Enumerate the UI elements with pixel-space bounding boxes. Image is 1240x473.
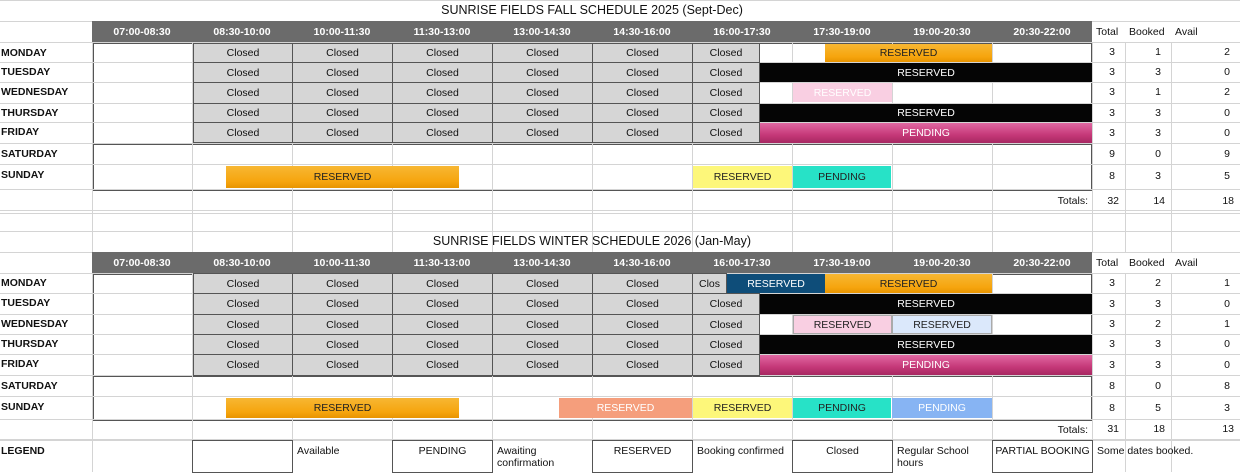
legend-reserved-text: Booking confirmed [697,445,784,457]
grid-line [92,273,93,439]
closed-slot[interactable]: Closed [193,293,293,315]
day-label: SATURDAY [1,380,58,392]
totals-label: Totals: [1057,424,1088,436]
grand-total: 32 [1107,195,1119,207]
booking-reserved[interactable]: RESERVED [825,274,992,293]
time-header: 07:00-08:30 [92,21,192,42]
winter-header-row [0,252,1240,273]
day-label: THURSDAY [1,338,59,350]
total-header: Total [1096,25,1119,38]
closed-slot[interactable]: Closed [193,334,293,355]
row-booked: 3 [1155,298,1161,310]
time-header: 19:00-20:30 [892,21,992,42]
closed-slot[interactable]: Closed [392,122,493,143]
day-label: FRIDAY [1,358,40,370]
closed-slot[interactable]: Closed [292,273,393,294]
closed-slot[interactable]: Closed [492,354,593,376]
closed-slot[interactable]: Closed [592,43,693,63]
legend-pending-text: Awaiting confirmation [497,445,555,469]
legend-available-swatch [192,440,293,473]
time-header: 19:00-20:30 [892,252,992,273]
closed-slot[interactable]: Closed [292,43,393,63]
closed-slot[interactable]: Closed [692,314,760,335]
row-avail: 3 [1224,402,1230,414]
booking-reserved[interactable]: RESERVED [825,44,992,62]
closed-slot[interactable]: Closed [692,122,760,143]
closed-slot[interactable]: Closed [592,82,693,104]
closed-slot[interactable]: Closed [292,314,393,335]
row-total: 3 [1109,298,1115,310]
booking-pending[interactable]: PENDING [793,398,891,418]
closed-slot[interactable]: Closed [492,314,593,335]
day-label: FRIDAY [1,126,40,138]
closed-slot[interactable]: Closed [193,62,293,83]
row-total: 3 [1109,127,1115,139]
row-total: 3 [1109,46,1115,58]
grid-line [0,396,1240,397]
closed-slot[interactable]: Closed [592,103,693,123]
closed-slot[interactable]: Closed [392,293,493,315]
closed-slot[interactable]: Closed [692,293,760,315]
row-booked: 3 [1155,66,1161,78]
row-avail: 9 [1224,148,1230,160]
closed-slot[interactable]: Closed [193,273,293,294]
closed-slot[interactable]: Closed [492,273,593,294]
booked-header: Booked [1129,256,1165,269]
closed-slot[interactable]: Closed [292,62,393,83]
row-booked: 3 [1155,107,1161,119]
closed-slot[interactable]: Closed [492,293,593,315]
row-booked: 3 [1155,170,1161,182]
row-total: 8 [1109,402,1115,414]
time-header: 11:30-13:00 [392,252,492,273]
closed-slot[interactable]: Closed [392,273,493,294]
time-header: 16:00-17:30 [692,21,792,42]
booking-reserved[interactable]: RESERVED [693,398,792,418]
fall-header-row [0,21,1240,42]
time-header: 20:30-22:00 [992,21,1092,42]
closed-slot[interactable]: Clos [692,273,727,294]
row-total: 3 [1109,66,1115,78]
closed-slot[interactable]: Closed [592,273,693,294]
booking-reserved[interactable]: RESERVED [760,294,1092,314]
row-total: 3 [1109,338,1115,350]
grid-line [92,419,93,472]
closed-slot[interactable]: Closed [592,354,693,376]
time-header: 08:30-10:00 [192,252,292,273]
closed-slot[interactable]: Closed [592,334,693,355]
closed-slot[interactable]: Closed [592,62,693,83]
booking-reserved[interactable]: RESERVED [727,274,825,293]
day-label: THURSDAY [1,107,59,119]
closed-slot[interactable]: Closed [292,103,393,123]
row-avail: 5 [1224,170,1230,182]
legend-available-text: Available [297,445,340,457]
closed-slot[interactable]: Closed [292,293,393,315]
closed-slot[interactable]: Closed [692,103,760,123]
time-header: 08:30-10:00 [192,21,292,42]
row-booked: 3 [1155,127,1161,139]
time-header: 20:30-22:00 [992,252,1092,273]
row-booked: 2 [1155,277,1161,289]
grid-line [0,164,1240,165]
closed-slot[interactable]: Closed [193,122,293,143]
grand-total: 31 [1107,423,1119,435]
grid-line [92,189,1092,191]
day-label: WEDNESDAY [1,86,69,98]
booking-reserved[interactable]: RESERVED [226,166,459,188]
time-header: 17:30-19:00 [792,21,892,42]
booking-reserved[interactable]: RESERVED [760,104,1092,122]
closed-slot[interactable]: Closed [292,354,393,376]
grid-line [92,419,1092,421]
grid-line [92,143,1092,145]
row-booked: 1 [1155,86,1161,98]
booking-reserved[interactable]: RESERVED [760,63,1092,82]
grand-booked: 18 [1153,423,1165,435]
closed-slot[interactable]: Closed [492,122,593,143]
closed-slot[interactable]: Closed [692,82,760,104]
row-total: 9 [1109,148,1115,160]
row-total: 3 [1109,359,1115,371]
legend-partial-swatch: PARTIAL BOOKING [992,440,1093,473]
closed-slot[interactable]: Closed [692,354,760,376]
closed-slot[interactable]: Closed [392,334,493,355]
booking-reserved[interactable]: RESERVED [793,315,892,334]
closed-slot[interactable]: Closed [392,354,493,376]
day-label: TUESDAY [1,66,51,78]
row-avail: 0 [1224,66,1230,78]
grid-line [0,213,1240,214]
closed-slot[interactable]: Closed [392,103,493,123]
closed-slot[interactable]: Closed [492,43,593,63]
legend-closed-text: Regular School hours [897,445,969,469]
grid-line [0,189,1240,190]
closed-slot[interactable]: Closed [193,354,293,376]
grid-line [92,273,94,419]
closed-slot[interactable]: Closed [492,334,593,355]
avail-header: Avail [1175,25,1198,38]
time-header: 10:00-11:30 [292,21,392,42]
closed-slot[interactable]: Closed [592,122,693,143]
closed-slot[interactable]: Closed [692,43,760,63]
grid-line [0,419,1240,420]
row-avail: 0 [1224,107,1230,119]
closed-slot[interactable]: Closed [392,314,493,335]
booking-pending[interactable]: PENDING [760,355,1092,375]
winter-schedule-title: SUNRISE FIELDS WINTER SCHEDULE 2026 (Jan-May) [432,234,752,248]
closed-slot[interactable]: Closed [193,103,293,123]
closed-slot[interactable]: Closed [492,62,593,83]
booking-pending[interactable]: PENDING [892,398,992,418]
closed-slot[interactable]: Closed [292,334,393,355]
day-label: SUNDAY [1,401,45,413]
time-header: 17:30-19:00 [792,252,892,273]
closed-slot[interactable]: Closed [392,62,493,83]
legend-partial-text: Some dates booked. [1097,445,1194,457]
row-avail: 0 [1224,359,1230,371]
time-header: 16:00-17:30 [692,252,792,273]
closed-slot[interactable]: Closed [692,62,760,83]
avail-header: Avail [1175,256,1198,269]
grid-line [0,210,1240,211]
closed-slot[interactable]: Closed [592,293,693,315]
closed-slot[interactable]: Closed [592,314,693,335]
day-label: MONDAY [1,277,47,289]
legend-pending-swatch: PENDING [392,440,493,473]
time-header: 11:30-13:00 [392,21,492,42]
closed-slot[interactable]: Closed [692,334,760,355]
grand-avail: 13 [1222,423,1234,435]
closed-slot[interactable]: Closed [392,43,493,63]
row-booked: 3 [1155,338,1161,350]
time-header: 14:30-16:00 [592,252,692,273]
row-avail: 1 [1224,277,1230,289]
closed-slot[interactable]: Closed [492,103,593,123]
row-booked: 0 [1155,148,1161,160]
time-header: 13:00-14:30 [492,21,592,42]
grid-line [92,42,94,189]
time-header: 13:00-14:30 [492,252,592,273]
row-avail: 1 [1224,318,1230,330]
day-label: WEDNESDAY [1,318,69,330]
day-label: SUNDAY [1,169,45,181]
row-avail: 2 [1224,46,1230,58]
grid-line [0,0,1240,1]
row-total: 3 [1109,318,1115,330]
closed-slot[interactable]: Closed [292,82,393,104]
row-total: 8 [1109,170,1115,182]
row-booked: 5 [1155,402,1161,414]
row-avail: 0 [1224,298,1230,310]
row-avail: 0 [1224,338,1230,350]
legend-reserved-swatch: RESERVED [592,440,693,473]
row-total: 3 [1109,277,1115,289]
day-label: TUESDAY [1,297,51,309]
booking-pending[interactable]: PENDING [793,166,891,188]
grand-booked: 14 [1153,195,1165,207]
day-label: MONDAY [1,47,47,59]
legend-closed-swatch: Closed [792,440,893,473]
fall-schedule-title: SUNRISE FIELDS FALL SCHEDULE 2025 (Sept-Dec) [441,3,743,17]
closed-slot[interactable]: Closed [193,82,293,104]
time-header: 07:00-08:30 [92,252,192,273]
grid-line [0,231,1240,232]
row-booked: 1 [1155,46,1161,58]
closed-slot[interactable]: Closed [193,43,293,63]
closed-slot[interactable]: Closed [392,82,493,104]
row-booked: 3 [1155,359,1161,371]
row-total: 3 [1109,86,1115,98]
legend-label: LEGEND [1,445,45,457]
row-avail: 8 [1224,380,1230,392]
booking-reserved[interactable]: RESERVED [226,398,459,418]
row-booked: 2 [1155,318,1161,330]
booking-reserved[interactable]: RESERVED [559,398,692,418]
time-header: 10:00-11:30 [292,252,392,273]
time-header: 14:30-16:00 [592,21,692,42]
grid-line [92,42,93,210]
day-label: SATURDAY [1,148,58,160]
booking-reserved[interactable]: RESERVED [793,83,892,102]
row-total: 3 [1109,107,1115,119]
booking-reserved[interactable]: RESERVED [760,335,1092,354]
totals-label: Totals: [1057,195,1088,207]
booked-header: Booked [1129,25,1165,38]
closed-slot[interactable]: Closed [292,122,393,143]
row-avail: 0 [1224,127,1230,139]
booking-reserved[interactable]: RESERVED [892,315,992,334]
booking-pending[interactable]: PENDING [760,123,1092,143]
row-booked: 0 [1155,380,1161,392]
row-total: 8 [1109,380,1115,392]
row-avail: 2 [1224,86,1230,98]
grid-line [0,143,1240,144]
closed-slot[interactable]: Closed [492,82,593,104]
booking-reserved[interactable]: RESERVED [693,166,792,188]
closed-slot[interactable]: Closed [193,314,293,335]
total-header: Total [1096,256,1119,269]
grand-avail: 18 [1222,195,1234,207]
